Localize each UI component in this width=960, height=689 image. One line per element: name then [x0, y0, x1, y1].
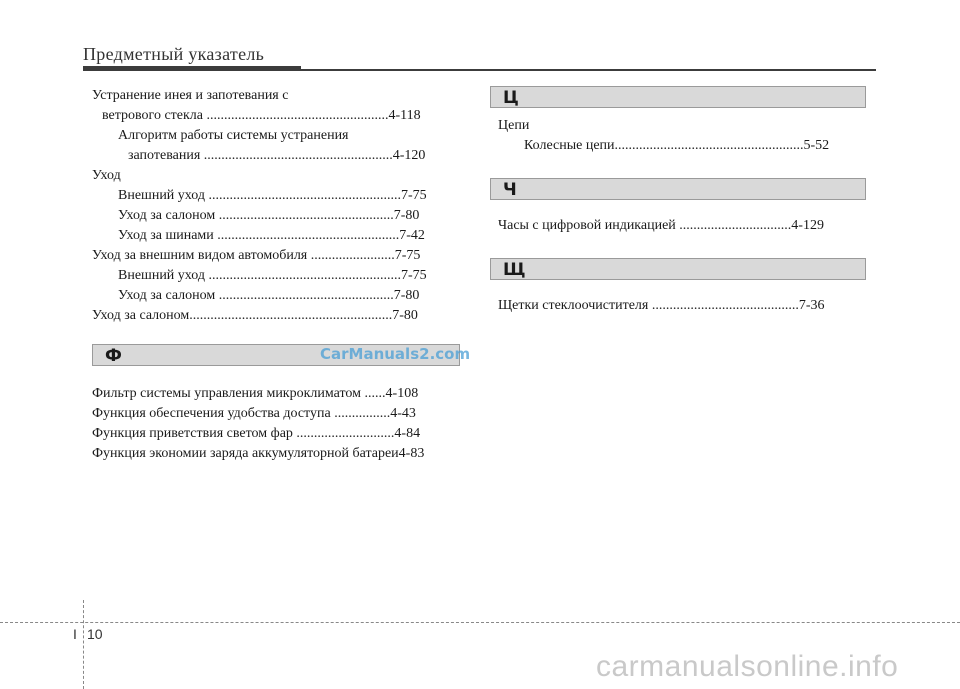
index-entry: Щетки стеклоочистителя ..........................................7-36 — [498, 298, 825, 313]
index-entry: Уход за салоном..........................................................7-80 — [92, 308, 418, 323]
footer-dashed-divider — [83, 600, 84, 689]
index-entry: Устранение инея и запотевания с — [92, 88, 289, 103]
index-entry: Уход за салоном ..................................................7-80 — [118, 288, 420, 303]
right-column — [490, 86, 866, 316]
section-letter: Щ — [503, 260, 526, 280]
index-entry: Колесные цепи......................................................5-52 — [524, 138, 830, 153]
section-letter: Ф — [105, 346, 122, 366]
index-entry: ветрового стекла ....................................................4-118 — [102, 108, 421, 123]
index-entry: запотевания ......................................................4-120 — [128, 148, 426, 163]
index-entry: Функция экономии заряда аккумуляторной батареи4-83 — [92, 446, 425, 461]
index-entry: Уход за внешним видом автомобиля ........................7-75 — [92, 248, 421, 263]
left-column — [92, 86, 460, 464]
footer-dashed-rule — [0, 622, 960, 623]
section-letter: Ц — [503, 88, 519, 108]
section-index: I — [73, 626, 77, 642]
site-watermark: carmanualsonline.info — [596, 650, 899, 683]
section-letter-bar-shch — [490, 258, 866, 280]
section-letter-bar-ts — [490, 86, 866, 108]
page-index: 10 — [87, 626, 103, 642]
page-number — [73, 626, 103, 642]
index-entry: Уход — [92, 168, 121, 183]
index-entry: Внешний уход .......................................................7-75 — [118, 188, 427, 203]
index-entry: Цепи — [498, 118, 530, 133]
index-entry: Часы с цифровой индикацией ................................4-129 — [498, 218, 824, 233]
index-entry: Фильтр системы управления микроклиматом ......4-108 — [92, 386, 419, 401]
index-entry: Уход за салоном ..................................................7-80 — [118, 208, 420, 223]
index-entry: Функция обеспечения удобства доступа ................4-43 — [92, 406, 416, 421]
section-letter: Ч — [503, 180, 517, 200]
header-rule-thin — [301, 69, 876, 71]
header-rule-thick — [83, 66, 301, 71]
index-entry: Алгоритм работы системы устранения — [118, 128, 349, 143]
section-letter-bar-ch — [490, 178, 866, 200]
index-entry: Функция приветствия светом фар ............................4-84 — [92, 426, 421, 441]
page-title: Предметный указатель — [83, 44, 265, 64]
index-entry: Внешний уход .......................................................7-75 — [118, 268, 427, 283]
carmanuals-watermark: CarManuals2.com — [320, 345, 471, 363]
index-entry: Уход за шинами ....................................................7-42 — [118, 228, 425, 243]
